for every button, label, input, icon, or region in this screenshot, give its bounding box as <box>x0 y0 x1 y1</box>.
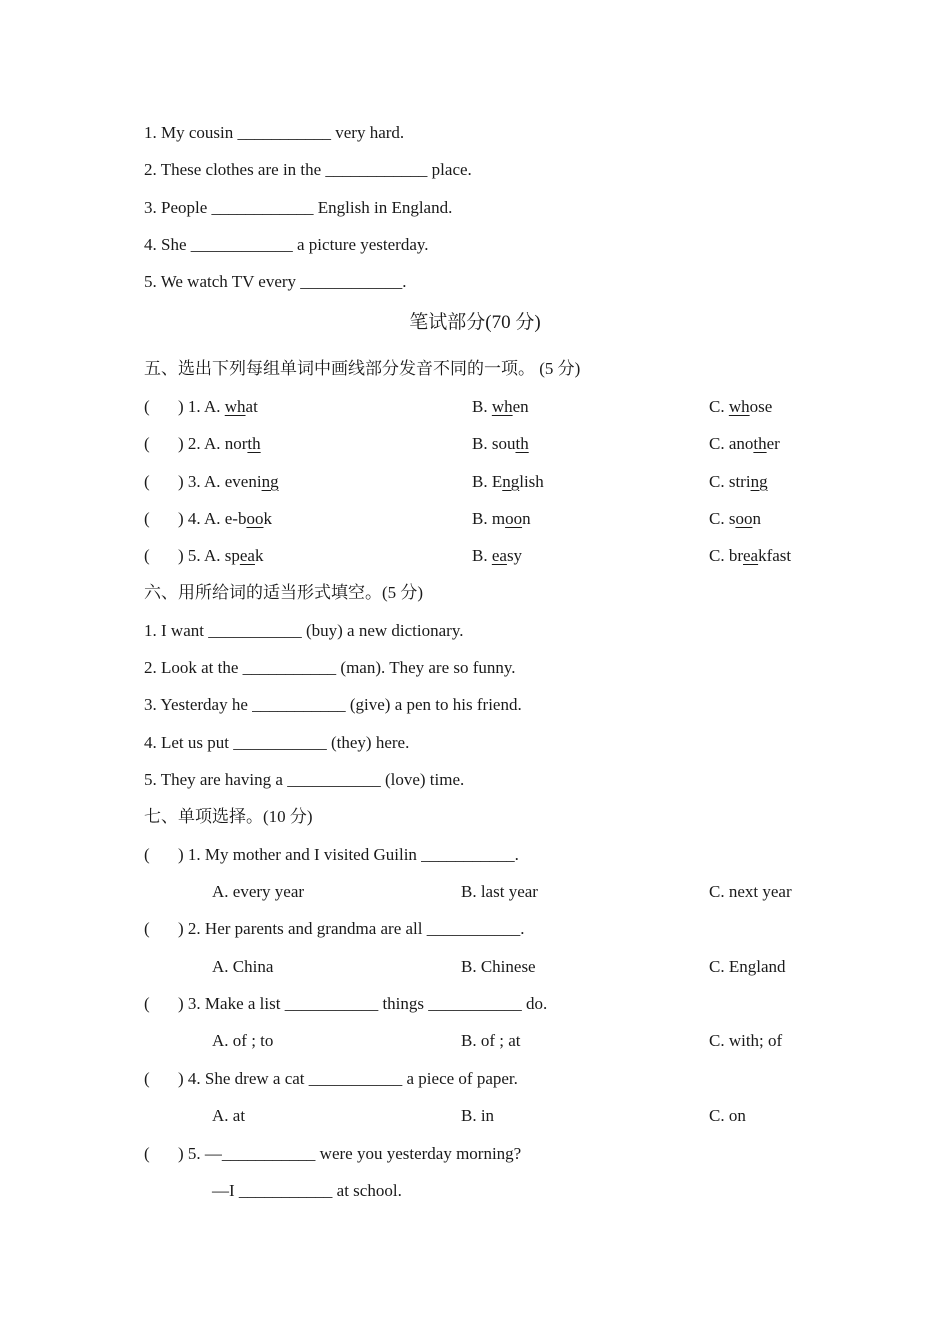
answer-paren[interactable]: ( <box>144 994 150 1013</box>
underlined-part: ea <box>743 546 759 565</box>
question-number: ) 2. A. <box>178 434 225 453</box>
question-text: ) 1. My mother and I visited Guilin ___________. <box>178 845 519 864</box>
dialogue-response: —I ___________ at school. <box>212 1181 402 1200</box>
answer-paren[interactable]: ( <box>144 434 150 453</box>
answer-paren[interactable]: ( <box>144 472 150 491</box>
word-part: C. stri <box>709 472 751 491</box>
choice-question-1 <box>144 843 519 867</box>
question-text: ) 3. Make a list ___________ things ___________ do. <box>178 994 548 1013</box>
word-part: n <box>522 509 531 528</box>
underlined-part: th <box>753 434 767 453</box>
word-part: C. br <box>709 546 743 565</box>
word-form-item-1: 1. I want ___________ (buy) a new dictionary. <box>144 621 464 640</box>
section-7-title: 七、单项选择。(10 分) <box>144 807 313 826</box>
word-part: k <box>254 546 264 565</box>
word-part: k <box>263 509 272 528</box>
word-part: ose <box>749 397 773 416</box>
option-b: B. last year <box>461 882 538 901</box>
word-part: lish <box>519 472 544 491</box>
word-part: en <box>512 397 529 416</box>
option-c: C. England <box>709 957 786 976</box>
choice-question-4 <box>144 1067 518 1091</box>
answer-paren[interactable]: ( <box>144 546 150 565</box>
word-form-item-2: 2. Look at the ___________ (man). They are so funny. <box>144 658 516 677</box>
fill-item-4: 4. She ____________ a picture yesterday. <box>144 235 429 254</box>
underlined-part: th <box>515 434 529 453</box>
underlined-part: ea <box>491 546 507 565</box>
word-part: C. s <box>709 509 736 528</box>
fill-item-2: 2. These clothes are in the ____________ place. <box>144 160 472 179</box>
option-a: A. China <box>212 957 274 976</box>
answer-paren[interactable]: ( <box>144 509 150 528</box>
section-5-title: 五、选出下列每组单词中画线部分发音不同的一项。 (5 分) <box>144 359 581 378</box>
fill-item-5: 5. We watch TV every ____________. <box>144 272 407 291</box>
choice-question-2 <box>144 917 525 941</box>
question-text: ) 2. Her parents and grandma are all ___________. <box>178 919 525 938</box>
answer-paren[interactable]: ( <box>144 397 150 416</box>
underlined-part: wh <box>491 397 513 416</box>
fill-item-3: 3. People ____________ English in England. <box>144 198 453 217</box>
word-part: B. m <box>472 509 506 528</box>
word-form-item-5: 5. They are having a ___________ (love) time. <box>144 770 465 789</box>
word-part: C. ano <box>709 434 754 453</box>
underlined-part: ng <box>750 472 768 491</box>
word-part: at <box>245 397 258 416</box>
underlined-part: th <box>247 434 261 453</box>
question-text: ) 4. She drew a cat ___________ a piece of paper. <box>178 1069 518 1088</box>
word-part: kfast <box>758 546 792 565</box>
word-part: eveni <box>224 472 262 491</box>
word-part: B. sou <box>472 434 516 453</box>
underlined-part: oo <box>735 509 753 528</box>
question-number: ) 5. A. <box>178 546 225 565</box>
answer-paren[interactable]: ( <box>144 845 150 864</box>
choice-question-5 <box>144 1142 521 1166</box>
fill-item-1: 1. My cousin ___________ very hard. <box>144 123 405 142</box>
question-text: ) 5. —___________ were you yesterday morning? <box>178 1144 522 1163</box>
word-part: sy <box>506 546 523 565</box>
word-part: nor <box>224 434 248 453</box>
option-a: A. at <box>212 1106 246 1125</box>
word-part: B. <box>472 397 492 416</box>
option-c: C. on <box>709 1106 746 1125</box>
section-6-title: 六、用所给词的适当形式填空。(5 分) <box>144 583 424 602</box>
written-section-title: 笔试部分(70 分) <box>409 312 541 333</box>
underlined-part: oo <box>246 509 264 528</box>
option-c: C. next year <box>709 882 792 901</box>
word-form-item-4: 4. Let us put ___________ (they) here. <box>144 733 410 752</box>
word-form-item-3: 3. Yesterday he ___________ (give) a pen to his friend. <box>144 695 522 714</box>
option-b: B. in <box>461 1106 495 1125</box>
option-a: A. every year <box>212 882 305 901</box>
answer-paren[interactable]: ( <box>144 919 150 938</box>
word-part: B. <box>472 546 492 565</box>
underlined-part: ng <box>502 472 520 491</box>
word-part: C. <box>709 397 729 416</box>
underlined-part: ea <box>239 546 255 565</box>
option-b: B. of ; at <box>461 1031 521 1050</box>
underlined-part: wh <box>728 397 750 416</box>
option-a: A. of ; to <box>212 1031 274 1050</box>
question-number: ) 4. A. <box>178 509 225 528</box>
option-b: B. Chinese <box>461 957 536 976</box>
choice-question-3 <box>144 992 547 1016</box>
question-number: ) 1. A. <box>178 397 225 416</box>
answer-paren[interactable]: ( <box>144 1144 150 1163</box>
word-part: B. E <box>472 472 503 491</box>
underlined-part: ng <box>261 472 279 491</box>
word-part: er <box>766 434 780 453</box>
option-c: C. with; of <box>709 1031 783 1050</box>
question-number: ) 3. A. <box>178 472 225 491</box>
underlined-part: oo <box>505 509 523 528</box>
answer-paren[interactable]: ( <box>144 1069 150 1088</box>
word-part: e-b <box>224 509 247 528</box>
underlined-part: wh <box>224 397 246 416</box>
word-part: sp <box>224 546 240 565</box>
word-part: n <box>752 509 761 528</box>
